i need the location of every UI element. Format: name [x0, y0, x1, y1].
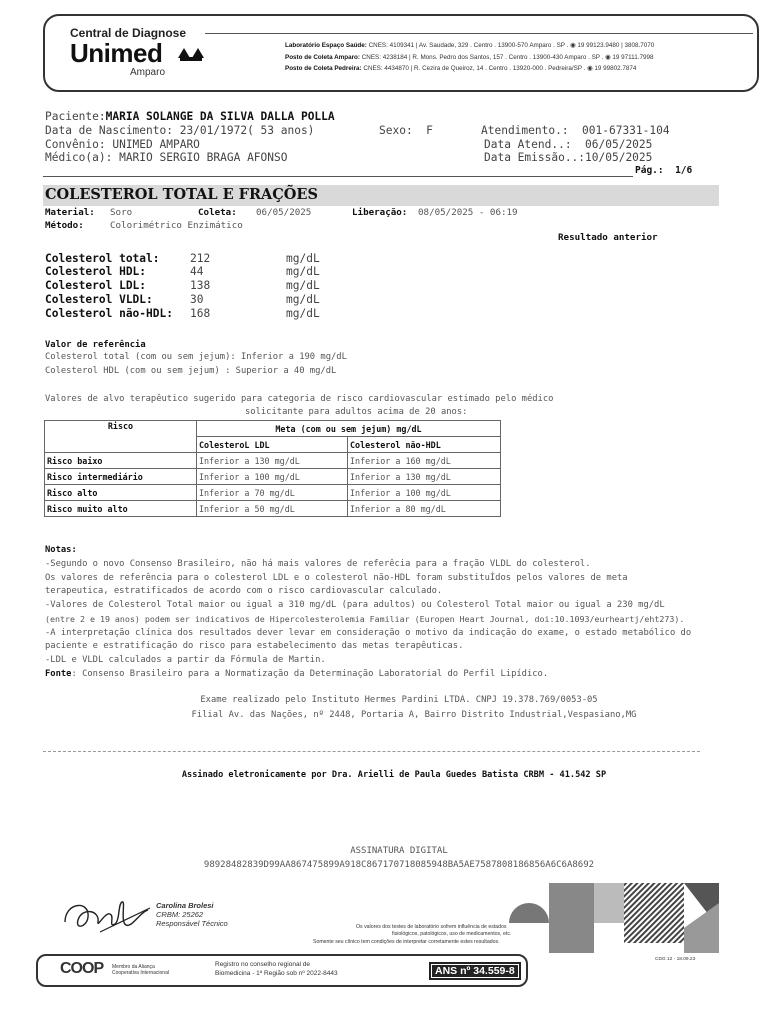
brand-divider	[205, 33, 753, 34]
exam-title: COLESTEROL TOTAL E FRAÇÕES	[45, 186, 318, 203]
nonhdl-cell: Inferior a 160 mg/dL	[348, 453, 501, 469]
coop-logo-icon: COOP	[60, 960, 104, 977]
ldl-cell: Inferior a 100 mg/dL	[197, 469, 348, 485]
result-unit: mg/dL	[286, 307, 320, 320]
digital-signature-label: ASSINATURA DIGITAL	[350, 846, 448, 856]
patient-doctor: Médico(a): MARIO SERGIO BRAGA AFONSO	[45, 151, 288, 164]
issue-date: Data Emissão..:10/05/2025	[484, 151, 653, 164]
method-value: Colorimétrico Enzimático	[110, 220, 243, 231]
patient-divider	[43, 176, 633, 177]
table-header-risk: Risco	[45, 421, 197, 453]
performed-address: Filial Av. das Nações, nº 2448, Portaria A, Bairro Distrito Industrial,Vespasiano,MG	[191, 710, 637, 720]
responsible-crbm: CRBM: 25262	[156, 910, 204, 919]
table-row	[45, 469, 501, 485]
note-line: -Valores de Colesterol Total maior ou igual a 310 mg/dL (para adultos) ou Colesterol Total maior ou igual a 230 mg/dL	[45, 600, 665, 610]
result-unit: mg/dL	[286, 293, 320, 306]
performed-by: Exame realizado pelo Instituto Hermes Pardini LTDA. CNPJ 19.378.769/0053-05	[200, 695, 598, 705]
patient-sex: Sexo: F	[379, 124, 433, 137]
note-line: terapeutica, estratificados de acordo com o risco cardiovascular calculado.	[45, 586, 443, 596]
table-subheader-ldl: ColesteroL LDL	[197, 437, 348, 453]
risk-cell: Risco baixo	[45, 453, 197, 469]
collect-date: 06/05/2025	[256, 207, 312, 218]
source-line: Fonte: Consenso Brasileiro para a Normatização da Determinação Laboratorial do Perfil Lipídico.	[45, 669, 549, 679]
coop-line: Cooperativa Internacional	[112, 970, 169, 976]
table-row	[45, 453, 501, 469]
risk-target-table	[44, 420, 501, 517]
attendance-number: Atendimento.: 001-67331-104	[481, 124, 670, 137]
note-line: -A interpretação clínica dos resultados dever levar em consideração o motivo da indicação do exame, o estado metabólico do	[45, 628, 692, 638]
risk-cell: Risco muito alto	[45, 501, 197, 517]
coop-line: Membro da Aliança	[112, 964, 155, 970]
table-subheader-nonhdl: Colesterol não-HDL	[348, 437, 501, 453]
result-value: 168	[190, 307, 211, 320]
handwritten-signature-icon	[60, 892, 155, 937]
note-line: (entre 2 e 19 anos) podem ser indicativos de Hipercolesterolemia Familiar (Europen Heart Journal, doi:10.1093/eurheartj/eht273).	[45, 614, 685, 624]
brand-tagline: Central de Diagnose	[70, 26, 187, 40]
attendance-date: Data Atend..: 06/05/2025	[484, 138, 653, 151]
disclaimer-line: Os valores dos testes de laboratório sofrem influência de estados	[356, 924, 507, 930]
result-label: Colesterol HDL:	[45, 265, 147, 278]
result-value: 138	[190, 279, 211, 292]
table-row	[45, 501, 501, 517]
result-label: Colesterol não-HDL:	[45, 307, 173, 320]
result-label: Colesterol LDL:	[45, 279, 147, 292]
patient-name: Paciente:MARIA SOLANGE DA SILVA DALLA POLLA	[45, 110, 335, 123]
result-unit: mg/dL	[286, 279, 320, 292]
result-value: 30	[190, 293, 204, 306]
note-line: -LDL e VLDL calculados a partir da Fórmula de Martin.	[45, 655, 326, 665]
risk-cell: Risco alto	[45, 485, 197, 501]
responsible-role: Responsável Técnico	[156, 919, 228, 928]
brand-city: Amparo	[130, 67, 166, 78]
signed-by: Assinado eletronicamente por Dra. Arielli de Paula Guedes Batista CRBM - 41.542 SP	[181, 770, 607, 780]
nonhdl-cell: Inferior a 80 mg/dL	[348, 501, 501, 517]
patient-insurance: Convênio: UNIMED AMPARO	[45, 138, 200, 151]
decorative-shapes-icon	[494, 878, 724, 958]
risk-cell: Risco intermediário	[45, 469, 197, 485]
table-header-goal: Meta (com ou sem jejum) mg/dL	[197, 421, 501, 437]
ldl-cell: Inferior a 50 mg/dL	[197, 501, 348, 517]
note-line: paciente e estratificação do risco para estabelecimento das metas terapêuticas.	[45, 641, 464, 651]
target-intro-2: solicitante para adultos acima de 20 anos:	[245, 407, 468, 417]
collection-amparo-line: Posto de Coleta Amparo: CNES: 4238184 | R. Mons. Pedro dos Santos, 157 . Centro . 13900-430 Amparo . SP . ◉ 19 97111.7998	[285, 54, 654, 61]
release-label: Liberação:	[352, 207, 408, 218]
disclaimer-line: fisiológicos, patológicos, uso de medicamentos, etc.	[392, 931, 512, 937]
result-value: 44	[190, 265, 204, 278]
patient-birth: Data de Nascimento: 23/01/1972( 53 anos)	[45, 124, 315, 137]
registry-line: Registro no conselho regional de	[215, 961, 311, 968]
ans-badge: ANS nº 34.559-8	[429, 962, 521, 980]
digital-signature-hash: 98928482839D99AA867475899A918C867170718085948BA5AE7587808186856A6C6A8692	[203, 860, 595, 870]
ldl-cell: Inferior a 130 mg/dL	[197, 453, 348, 469]
note-line: -Segundo o novo Consenso Brasileiro, não há mais valores de referêcia para a fração VLDL do colesterol.	[45, 559, 591, 569]
table-row	[45, 485, 501, 501]
document-code: CDG 12 - 18.09.23	[655, 957, 696, 962]
result-value: 212	[190, 252, 211, 265]
release-date: 08/05/2025 - 06:19	[418, 207, 518, 218]
unimed-logo-icon	[176, 44, 206, 64]
previous-result-header: Resultado anterior	[558, 232, 658, 243]
collect-label: Coleta:	[198, 207, 237, 218]
reference-title: Valor de referência	[45, 340, 146, 350]
signature-divider	[43, 751, 700, 752]
result-unit: mg/dL	[286, 265, 320, 278]
ldl-cell: Inferior a 70 mg/dL	[197, 485, 348, 501]
nonhdl-cell: Inferior a 100 mg/dL	[348, 485, 501, 501]
registry-line: Biomedicina - 1ª Região sob nº 2022-8443	[215, 970, 338, 977]
material-label: Material:	[45, 207, 95, 218]
lab-address-line: Laboratório Espaço Saúde: CNES: 4109341 | Av. Saudade, 329 . Centro . 13900-570 Amparo . SP . ◉ 19 99123.9480 | 3808.7070	[285, 42, 655, 49]
target-intro: Valores de alvo terapêutico sugerido para categoria de risco cardiovascular estimado pelo médico	[45, 394, 554, 404]
result-label: Colesterol total:	[45, 252, 160, 265]
brand-logo-text: Unimed	[70, 38, 163, 68]
material-value: Soro	[110, 207, 133, 218]
result-label: Colesterol VLDL:	[45, 293, 153, 306]
reference-line: Colesterol total (com ou sem jejum): Inferior a 190 mg/dL	[45, 352, 347, 362]
notes-title: Notas:	[45, 545, 77, 555]
method-label: Método:	[45, 220, 84, 231]
collection-pedreira-line: Posto de Coleta Pedreira: CNES: 4434870 | R. Cezira de Queiroz, 14 . Centro . 13920-000 . Pedreira/SP . ◉ 19 99802.7874	[285, 65, 637, 72]
page-indicator: Pág.: 1/6	[635, 165, 693, 176]
reference-line: Colesterol HDL (com ou sem jejum) : Superior a 40 mg/dL	[45, 366, 337, 376]
nonhdl-cell: Inferior a 130 mg/dL	[348, 469, 501, 485]
note-line: Os valores de referência para o colesterol LDL e o colesterol não-HDL foram substituÍdos pelos valores de meta	[45, 573, 628, 583]
responsible-name: Carolina Brolesi	[156, 901, 214, 910]
result-unit: mg/dL	[286, 252, 320, 265]
disclaimer-line: Somente seu clínico tem condições de interpretar corretamente estes resultados.	[313, 939, 500, 945]
